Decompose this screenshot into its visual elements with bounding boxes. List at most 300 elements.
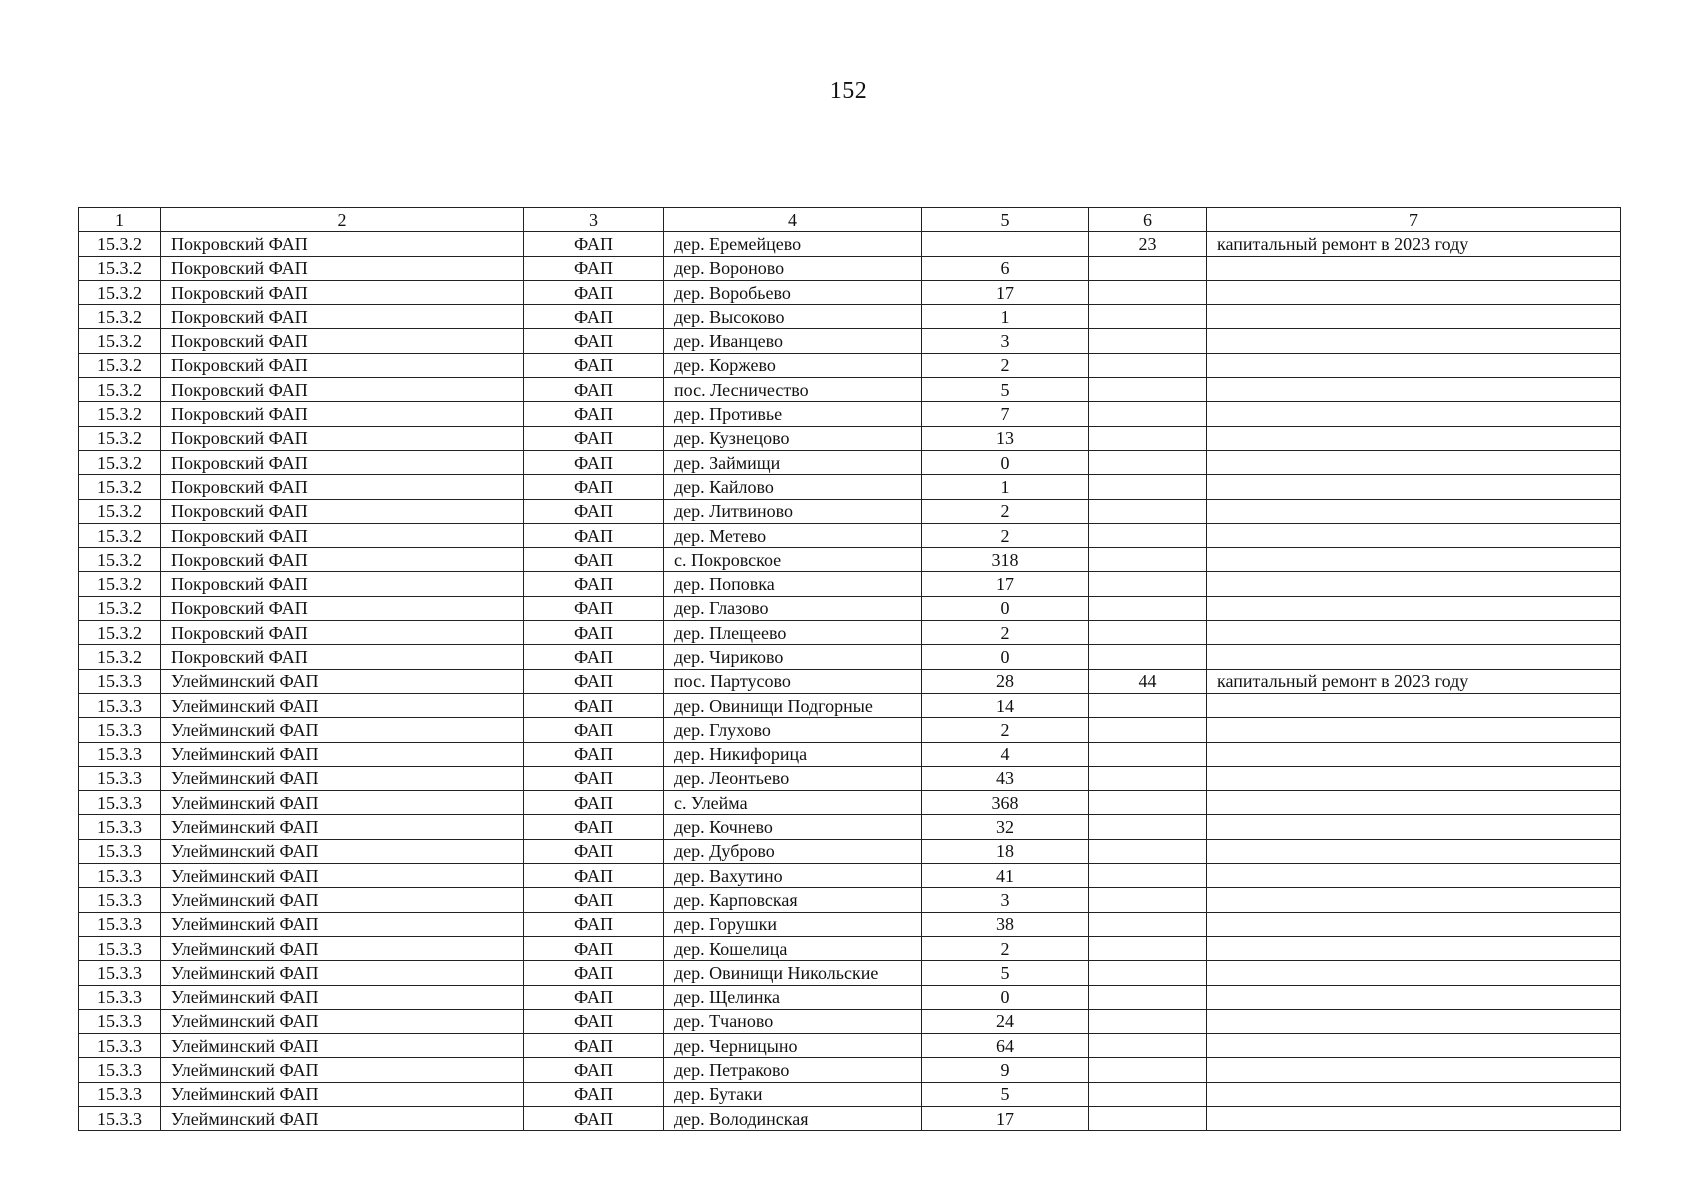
note-cell: [1207, 839, 1621, 863]
facility-name-cell: Покровский ФАП: [161, 426, 524, 450]
population-cell: 0: [922, 985, 1089, 1009]
row-number-cell: 15.3.3: [79, 669, 161, 693]
settlement-cell: дер. Володинская: [664, 1106, 922, 1130]
table-row: [79, 426, 1621, 450]
column-6-cell: [1089, 499, 1207, 523]
table-row: [79, 864, 1621, 888]
settlement-cell: дер. Кочнево: [664, 815, 922, 839]
facility-type-cell: ФАП: [524, 621, 664, 645]
table-row: [79, 1058, 1621, 1082]
column-6-cell: [1089, 475, 1207, 499]
note-cell: [1207, 450, 1621, 474]
row-number-cell: 15.3.3: [79, 1082, 161, 1106]
column-6-cell: [1089, 621, 1207, 645]
row-number-cell: 15.3.2: [79, 232, 161, 256]
facility-type-cell: ФАП: [524, 256, 664, 280]
facility-name-cell: Покровский ФАП: [161, 548, 524, 572]
facility-type-cell: ФАП: [524, 280, 664, 304]
facility-type-cell: ФАП: [524, 1009, 664, 1033]
facility-type-cell: ФАП: [524, 645, 664, 669]
facility-name-cell: Улейминский ФАП: [161, 985, 524, 1009]
population-cell: 17: [922, 1106, 1089, 1130]
column-6-cell: [1089, 548, 1207, 572]
note-cell: [1207, 305, 1621, 329]
table-row: [79, 718, 1621, 742]
column-6-cell: [1089, 256, 1207, 280]
row-number-cell: 15.3.3: [79, 1034, 161, 1058]
column-6-cell: [1089, 572, 1207, 596]
facility-name-cell: Покровский ФАП: [161, 353, 524, 377]
facility-type-cell: ФАП: [524, 742, 664, 766]
settlement-cell: дер. Поповка: [664, 572, 922, 596]
population-cell: 43: [922, 766, 1089, 790]
note-cell: [1207, 936, 1621, 960]
column-6-cell: [1089, 693, 1207, 717]
facility-name-cell: Улейминский ФАП: [161, 839, 524, 863]
population-cell: 0: [922, 450, 1089, 474]
settlement-cell: дер. Иванцево: [664, 329, 922, 353]
table-row: [79, 912, 1621, 936]
column-6-cell: [1089, 766, 1207, 790]
facility-type-cell: ФАП: [524, 888, 664, 912]
column-header-6: 6: [1089, 208, 1207, 232]
population-cell: 318: [922, 548, 1089, 572]
population-cell: 3: [922, 329, 1089, 353]
column-header-7: 7: [1207, 208, 1621, 232]
settlement-cell: дер. Глухово: [664, 718, 922, 742]
facility-type-cell: ФАП: [524, 596, 664, 620]
settlement-cell: дер. Щелинка: [664, 985, 922, 1009]
row-number-cell: 15.3.3: [79, 766, 161, 790]
row-number-cell: 15.3.3: [79, 718, 161, 742]
facility-name-cell: Улейминский ФАП: [161, 1082, 524, 1106]
row-number-cell: 15.3.3: [79, 839, 161, 863]
table-row: [79, 548, 1621, 572]
column-6-cell: [1089, 1106, 1207, 1130]
note-cell: [1207, 402, 1621, 426]
row-number-cell: 15.3.3: [79, 815, 161, 839]
facility-type-cell: ФАП: [524, 353, 664, 377]
facility-name-cell: Улейминский ФАП: [161, 1009, 524, 1033]
row-number-cell: 15.3.3: [79, 693, 161, 717]
population-cell: 2: [922, 499, 1089, 523]
population-cell: [922, 232, 1089, 256]
facility-type-cell: ФАП: [524, 426, 664, 450]
table-row: [79, 669, 1621, 693]
row-number-cell: 15.3.2: [79, 499, 161, 523]
table-row: [79, 256, 1621, 280]
settlement-cell: пос. Партусово: [664, 669, 922, 693]
facility-type-cell: ФАП: [524, 961, 664, 985]
table-row: [79, 985, 1621, 1009]
facility-name-cell: Покровский ФАП: [161, 232, 524, 256]
settlement-cell: дер. Кузнецово: [664, 426, 922, 450]
facility-type-cell: ФАП: [524, 693, 664, 717]
column-6-cell: [1089, 864, 1207, 888]
population-cell: 2: [922, 523, 1089, 547]
note-cell: [1207, 693, 1621, 717]
table-row: [79, 572, 1621, 596]
population-cell: 1: [922, 305, 1089, 329]
population-cell: 0: [922, 596, 1089, 620]
column-header-1: 1: [79, 208, 161, 232]
column-6-cell: [1089, 1082, 1207, 1106]
settlement-cell: дер. Коржево: [664, 353, 922, 377]
facility-type-cell: ФАП: [524, 523, 664, 547]
column-header-4: 4: [664, 208, 922, 232]
note-cell: [1207, 961, 1621, 985]
settlement-cell: дер. Тчаново: [664, 1009, 922, 1033]
facility-name-cell: Улейминский ФАП: [161, 766, 524, 790]
column-6-cell: [1089, 791, 1207, 815]
settlement-cell: дер. Глазово: [664, 596, 922, 620]
facility-name-cell: Покровский ФАП: [161, 523, 524, 547]
facility-name-cell: Покровский ФАП: [161, 645, 524, 669]
column-6-cell: [1089, 742, 1207, 766]
column-6-cell: [1089, 450, 1207, 474]
column-6-cell: 44: [1089, 669, 1207, 693]
facility-type-cell: ФАП: [524, 499, 664, 523]
note-cell: капитальный ремонт в 2023 году: [1207, 669, 1621, 693]
note-cell: [1207, 572, 1621, 596]
table-row: [79, 645, 1621, 669]
row-number-cell: 15.3.2: [79, 402, 161, 426]
facility-name-cell: Покровский ФАП: [161, 402, 524, 426]
population-cell: 2: [922, 936, 1089, 960]
column-header-5: 5: [922, 208, 1089, 232]
column-6-cell: [1089, 378, 1207, 402]
facility-type-cell: ФАП: [524, 766, 664, 790]
settlement-cell: дер. Литвиново: [664, 499, 922, 523]
facility-name-cell: Улейминский ФАП: [161, 864, 524, 888]
population-cell: 2: [922, 621, 1089, 645]
note-cell: [1207, 888, 1621, 912]
note-cell: [1207, 864, 1621, 888]
facility-type-cell: ФАП: [524, 936, 664, 960]
facility-name-cell: Улейминский ФАП: [161, 669, 524, 693]
population-cell: 5: [922, 378, 1089, 402]
settlement-cell: дер. Черницыно: [664, 1034, 922, 1058]
facility-type-cell: ФАП: [524, 791, 664, 815]
note-cell: [1207, 1106, 1621, 1130]
population-cell: 17: [922, 280, 1089, 304]
settlement-cell: дер. Метево: [664, 523, 922, 547]
note-cell: [1207, 353, 1621, 377]
facility-name-cell: Улейминский ФАП: [161, 1058, 524, 1082]
note-cell: [1207, 548, 1621, 572]
settlement-cell: дер. Высоково: [664, 305, 922, 329]
facility-type-cell: ФАП: [524, 864, 664, 888]
note-cell: [1207, 596, 1621, 620]
row-number-cell: 15.3.3: [79, 742, 161, 766]
facility-type-cell: ФАП: [524, 718, 664, 742]
population-cell: 5: [922, 961, 1089, 985]
column-6-cell: [1089, 523, 1207, 547]
column-6-cell: [1089, 815, 1207, 839]
population-cell: 1: [922, 475, 1089, 499]
row-number-cell: 15.3.3: [79, 791, 161, 815]
table-row: [79, 766, 1621, 790]
population-cell: 14: [922, 693, 1089, 717]
population-cell: 32: [922, 815, 1089, 839]
note-cell: [1207, 621, 1621, 645]
note-cell: [1207, 1034, 1621, 1058]
population-cell: 17: [922, 572, 1089, 596]
table-row: [79, 280, 1621, 304]
table-row: [79, 499, 1621, 523]
row-number-cell: 15.3.3: [79, 912, 161, 936]
row-number-cell: 15.3.3: [79, 1009, 161, 1033]
row-number-cell: 15.3.2: [79, 450, 161, 474]
population-cell: 0: [922, 645, 1089, 669]
facility-type-cell: ФАП: [524, 329, 664, 353]
note-cell: [1207, 280, 1621, 304]
note-cell: [1207, 791, 1621, 815]
population-cell: 9: [922, 1058, 1089, 1082]
row-number-cell: 15.3.2: [79, 378, 161, 402]
table-row: [79, 329, 1621, 353]
table-row: [79, 936, 1621, 960]
note-cell: [1207, 766, 1621, 790]
note-cell: [1207, 742, 1621, 766]
table-row: [79, 378, 1621, 402]
facility-name-cell: Покровский ФАП: [161, 572, 524, 596]
settlement-cell: дер. Противье: [664, 402, 922, 426]
settlement-cell: пос. Лесничество: [664, 378, 922, 402]
population-cell: 5: [922, 1082, 1089, 1106]
note-cell: капитальный ремонт в 2023 году: [1207, 232, 1621, 256]
facility-name-cell: Покровский ФАП: [161, 280, 524, 304]
settlement-cell: дер. Леонтьево: [664, 766, 922, 790]
facility-name-cell: Улейминский ФАП: [161, 742, 524, 766]
settlement-cell: дер. Дуброво: [664, 839, 922, 863]
note-cell: [1207, 426, 1621, 450]
settlement-cell: дер. Еремейцево: [664, 232, 922, 256]
column-6-cell: [1089, 912, 1207, 936]
facility-type-cell: ФАП: [524, 378, 664, 402]
column-6-cell: [1089, 985, 1207, 1009]
column-6-cell: [1089, 718, 1207, 742]
note-cell: [1207, 1009, 1621, 1033]
facility-type-cell: ФАП: [524, 1034, 664, 1058]
note-cell: [1207, 645, 1621, 669]
note-cell: [1207, 475, 1621, 499]
note-cell: [1207, 912, 1621, 936]
row-number-cell: 15.3.2: [79, 548, 161, 572]
population-cell: 28: [922, 669, 1089, 693]
column-6-cell: [1089, 329, 1207, 353]
population-cell: 13: [922, 426, 1089, 450]
row-number-cell: 15.3.2: [79, 475, 161, 499]
table-row: [79, 232, 1621, 256]
facility-name-cell: Улейминский ФАП: [161, 791, 524, 815]
population-cell: 6: [922, 256, 1089, 280]
facility-type-cell: ФАП: [524, 548, 664, 572]
facility-type-cell: ФАП: [524, 402, 664, 426]
note-cell: [1207, 523, 1621, 547]
facility-type-cell: ФАП: [524, 305, 664, 329]
note-cell: [1207, 1058, 1621, 1082]
column-header-3: 3: [524, 208, 664, 232]
row-number-cell: 15.3.2: [79, 305, 161, 329]
settlement-cell: дер. Петраково: [664, 1058, 922, 1082]
row-number-cell: 15.3.3: [79, 1106, 161, 1130]
table-row: [79, 1082, 1621, 1106]
table-row: [79, 815, 1621, 839]
population-cell: 4: [922, 742, 1089, 766]
settlement-cell: дер. Вахутино: [664, 864, 922, 888]
settlement-cell: дер. Овинищи Подгорные: [664, 693, 922, 717]
facility-type-cell: ФАП: [524, 1106, 664, 1130]
settlement-cell: с. Покровское: [664, 548, 922, 572]
row-number-cell: 15.3.2: [79, 256, 161, 280]
column-6-cell: [1089, 961, 1207, 985]
population-cell: 3: [922, 888, 1089, 912]
facility-name-cell: Улейминский ФАП: [161, 1106, 524, 1130]
column-6-cell: [1089, 645, 1207, 669]
note-cell: [1207, 329, 1621, 353]
column-6-cell: [1089, 426, 1207, 450]
facility-name-cell: Покровский ФАП: [161, 596, 524, 620]
table-row: [79, 742, 1621, 766]
note-cell: [1207, 985, 1621, 1009]
column-6-cell: [1089, 936, 1207, 960]
row-number-cell: 15.3.2: [79, 523, 161, 547]
table-row: [79, 402, 1621, 426]
table-row: [79, 523, 1621, 547]
facility-type-cell: ФАП: [524, 450, 664, 474]
row-number-cell: 15.3.2: [79, 280, 161, 304]
population-cell: 18: [922, 839, 1089, 863]
settlement-cell: дер. Плещеево: [664, 621, 922, 645]
facility-name-cell: Улейминский ФАП: [161, 815, 524, 839]
table-row: [79, 839, 1621, 863]
population-cell: 7: [922, 402, 1089, 426]
column-6-cell: [1089, 280, 1207, 304]
note-cell: [1207, 815, 1621, 839]
facility-name-cell: Улейминский ФАП: [161, 718, 524, 742]
settlement-cell: дер. Займищи: [664, 450, 922, 474]
table-row: [79, 596, 1621, 620]
row-number-cell: 15.3.3: [79, 936, 161, 960]
table-row: [79, 1106, 1621, 1130]
column-6-cell: [1089, 353, 1207, 377]
facility-type-cell: ФАП: [524, 232, 664, 256]
column-6-cell: [1089, 1058, 1207, 1082]
facility-name-cell: Покровский ФАП: [161, 450, 524, 474]
table-row: [79, 888, 1621, 912]
row-number-cell: 15.3.3: [79, 1058, 161, 1082]
column-6-cell: [1089, 402, 1207, 426]
facility-name-cell: Покровский ФАП: [161, 256, 524, 280]
settlement-cell: дер. Кайлово: [664, 475, 922, 499]
page-number: 152: [829, 78, 868, 104]
table-row: [79, 1009, 1621, 1033]
settlement-cell: дер. Овинищи Никольские: [664, 961, 922, 985]
row-number-cell: 15.3.2: [79, 572, 161, 596]
population-cell: 2: [922, 718, 1089, 742]
settlement-cell: дер. Горушки: [664, 912, 922, 936]
row-number-cell: 15.3.3: [79, 888, 161, 912]
facility-name-cell: Покровский ФАП: [161, 475, 524, 499]
facility-type-cell: ФАП: [524, 1058, 664, 1082]
row-number-cell: 15.3.2: [79, 353, 161, 377]
settlement-cell: дер. Бутаки: [664, 1082, 922, 1106]
facility-name-cell: Улейминский ФАП: [161, 912, 524, 936]
table-body: [79, 232, 1621, 1131]
column-6-cell: [1089, 1009, 1207, 1033]
facility-name-cell: Улейминский ФАП: [161, 961, 524, 985]
facility-type-cell: ФАП: [524, 669, 664, 693]
facility-type-cell: ФАП: [524, 815, 664, 839]
facility-type-cell: ФАП: [524, 475, 664, 499]
facility-type-cell: ФАП: [524, 985, 664, 1009]
data-table: [78, 207, 1621, 1131]
table-row: [79, 693, 1621, 717]
settlement-cell: дер. Никифорица: [664, 742, 922, 766]
settlement-cell: с. Улейма: [664, 791, 922, 815]
table-row: [79, 305, 1621, 329]
facility-type-cell: ФАП: [524, 572, 664, 596]
column-header-2: 2: [161, 208, 524, 232]
table-row: [79, 450, 1621, 474]
settlement-cell: дер. Вороново: [664, 256, 922, 280]
note-cell: [1207, 718, 1621, 742]
facility-name-cell: Покровский ФАП: [161, 305, 524, 329]
facility-name-cell: Покровский ФАП: [161, 378, 524, 402]
row-number-cell: 15.3.3: [79, 961, 161, 985]
column-6-cell: 23: [1089, 232, 1207, 256]
table-row: [79, 1034, 1621, 1058]
row-number-cell: 15.3.2: [79, 621, 161, 645]
settlement-cell: дер. Воробьево: [664, 280, 922, 304]
table-row: [79, 791, 1621, 815]
note-cell: [1207, 378, 1621, 402]
table-row: [79, 475, 1621, 499]
population-cell: 2: [922, 353, 1089, 377]
column-6-cell: [1089, 596, 1207, 620]
column-6-cell: [1089, 888, 1207, 912]
column-6-cell: [1089, 839, 1207, 863]
table-header-row: [79, 208, 1621, 232]
row-number-cell: 15.3.3: [79, 985, 161, 1009]
table-row: [79, 621, 1621, 645]
facility-name-cell: Улейминский ФАП: [161, 888, 524, 912]
table-row: [79, 961, 1621, 985]
facility-name-cell: Покровский ФАП: [161, 499, 524, 523]
column-6-cell: [1089, 1034, 1207, 1058]
facility-name-cell: Покровский ФАП: [161, 329, 524, 353]
row-number-cell: 15.3.2: [79, 645, 161, 669]
facility-type-cell: ФАП: [524, 1082, 664, 1106]
population-cell: 24: [922, 1009, 1089, 1033]
population-cell: 64: [922, 1034, 1089, 1058]
settlement-cell: дер. Чириково: [664, 645, 922, 669]
facility-name-cell: Улейминский ФАП: [161, 693, 524, 717]
row-number-cell: 15.3.2: [79, 596, 161, 620]
row-number-cell: 15.3.3: [79, 864, 161, 888]
note-cell: [1207, 499, 1621, 523]
population-cell: 368: [922, 791, 1089, 815]
settlement-cell: дер. Кошелица: [664, 936, 922, 960]
facility-name-cell: Улейминский ФАП: [161, 936, 524, 960]
note-cell: [1207, 256, 1621, 280]
facility-name-cell: Покровский ФАП: [161, 621, 524, 645]
population-cell: 38: [922, 912, 1089, 936]
column-6-cell: [1089, 305, 1207, 329]
facility-name-cell: Улейминский ФАП: [161, 1034, 524, 1058]
row-number-cell: 15.3.2: [79, 426, 161, 450]
